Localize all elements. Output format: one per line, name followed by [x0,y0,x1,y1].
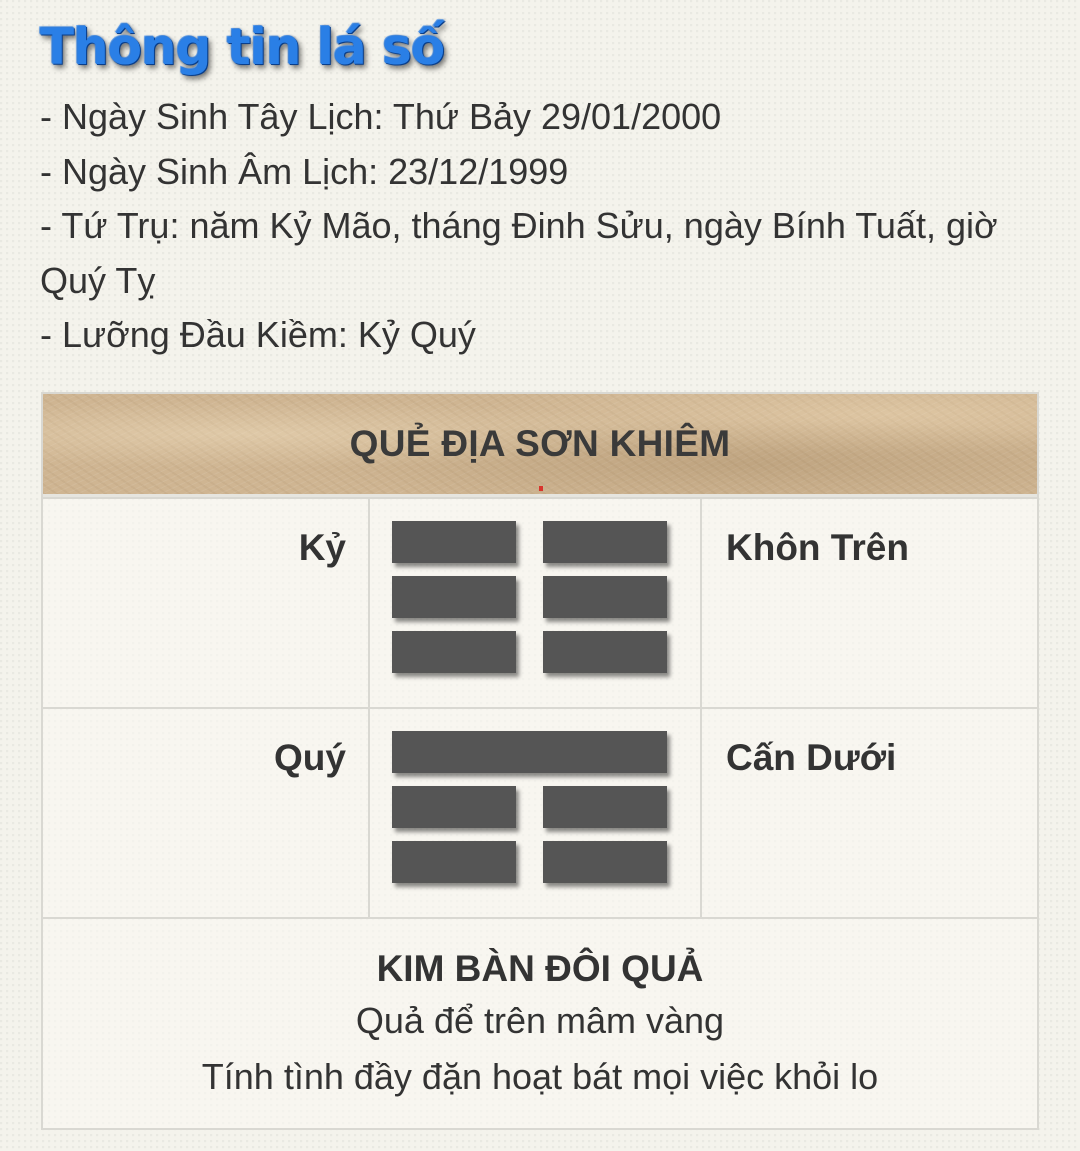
lower-trigram-name: Cấn Dưới [726,737,897,778]
lower-stem-label: Quý [274,737,346,778]
broken-line-segment [392,576,516,618]
lower-yao-line-1 [392,731,668,773]
luong-dau-kiem: - Lưỡng Đầu Kiềm: Kỷ Quý [40,314,476,355]
lower-trigram-name-cell [702,709,1037,917]
broken-line-segment [392,841,516,883]
upper-yao-line-3 [392,631,668,673]
lower-trigram-lines [392,731,668,896]
broken-line-segment [543,841,667,883]
upper-trigram-name-cell [702,499,1037,707]
lower-trigram-row [43,707,1037,917]
hexagram-title: QUẺ ĐỊA SƠN KHIÊM [349,423,731,464]
broken-line-segment [543,576,667,618]
hexagram-header [43,394,1037,497]
upper-yao-line-2 [392,576,668,618]
upper-trigram-name: Khôn Trên [726,527,909,568]
broken-line-segment [543,631,667,673]
upper-stem-cell [43,499,370,707]
four-pillars-continued: Quý Tỵ [40,259,156,301]
page-title: Thông tin lá số [40,18,445,76]
broken-line-segment [392,521,516,563]
verse-line-1: Quả để trên mâm vàng [355,1000,725,1041]
upper-trigram-row [43,497,1037,707]
verse-title: KIM BÀN ĐÔI QUẢ [376,948,704,989]
upper-trigram-cell [370,499,702,707]
verse-cell [43,917,1037,1128]
broken-line-segment [392,631,516,673]
lower-yao-line-2 [392,786,668,828]
lunar-birth-date: - Ngày Sinh Âm Lịch: 23/12/1999 [40,150,569,192]
solid-line-bar [392,731,667,773]
verse-line-2: Tính tình đầy đặn hoạt bát mọi việc khỏi lo [201,1056,879,1097]
lower-yao-line-3 [392,841,668,883]
broken-line-segment [392,786,516,828]
broken-line-segment [543,786,667,828]
solar-birth-date: - Ngày Sinh Tây Lịch: Thứ Bảy 29/01/2000 [40,96,722,137]
hexagram-table [41,392,1039,1130]
birth-info-list [40,90,1040,363]
upper-stem-label: Kỷ [298,527,346,568]
four-pillars: - Tứ Trụ: năm Kỷ Mão, tháng Đinh Sửu, ngày Bính Tuất, giờ [40,205,998,246]
lower-trigram-cell [370,709,702,917]
upper-trigram-lines [392,521,668,686]
upper-yao-line-1 [392,521,668,563]
broken-line-segment [543,521,667,563]
lower-stem-cell [43,709,370,917]
decorative-dot [539,486,543,491]
